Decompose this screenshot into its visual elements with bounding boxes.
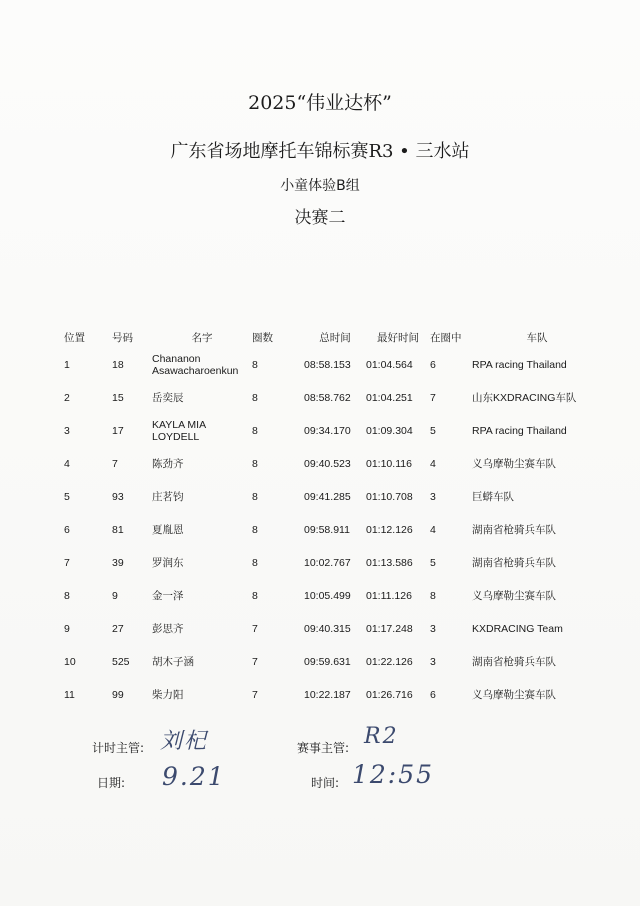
cell-team: 山东KXDRACING车队 [472, 392, 577, 404]
race-director-signature: R2 [364, 724, 399, 749]
cell-in-lap: 3 [430, 490, 436, 503]
col-header-laps: 圈数 [252, 331, 273, 344]
cell-team: 巨蟒车队 [472, 491, 514, 503]
race-director-label: 赛事主管: [297, 741, 350, 755]
col-header-total-time: 总时间 [319, 331, 351, 344]
cell-name [152, 513, 252, 546]
cell-in-lap: 7 [430, 391, 436, 404]
cell-number: 99 [112, 688, 124, 701]
table-header-row [52, 326, 602, 348]
col-header-team: 车队 [526, 331, 548, 344]
cell-total-time: 08:58.153 [304, 358, 351, 371]
cell-laps: 8 [252, 556, 258, 569]
cell-in-lap: 4 [430, 457, 436, 470]
cell-position: 4 [64, 457, 70, 470]
category-label: 小童体验B组 [280, 178, 360, 194]
cell-name [152, 612, 252, 645]
cell-name-line1: 柴力阳 [152, 688, 184, 701]
cell-in-lap: 6 [430, 688, 436, 701]
table-row [52, 645, 602, 678]
cell-best-time: 01:10.708 [366, 490, 413, 503]
col-header-position: 位置 [64, 331, 85, 344]
col-header-number: 号码 [112, 331, 133, 344]
cell-name [152, 678, 252, 711]
cell-best-time: 01:11.126 [366, 589, 412, 602]
cell-name-line1: 金一泽 [152, 589, 184, 602]
date-value: 9.21 [162, 762, 226, 791]
cell-position: 2 [64, 391, 70, 404]
cell-team: 义乌摩勒尘赛车队 [472, 689, 556, 701]
table-row [52, 381, 602, 414]
cell-name [152, 447, 252, 480]
cell-name-line1: KAYLA MIA [152, 418, 207, 431]
results-table [52, 326, 602, 711]
cell-position: 11 [64, 688, 75, 701]
table-row [52, 678, 602, 711]
cell-number: 17 [112, 424, 124, 437]
cell-best-time: 01:17.248 [366, 622, 413, 635]
cell-laps: 8 [252, 391, 258, 404]
cell-best-time: 01:12.126 [366, 523, 413, 536]
col-header-name: 名字 [191, 331, 213, 344]
cell-number: 93 [112, 490, 124, 503]
cell-number: 525 [112, 655, 130, 668]
cell-name-line1: 夏胤恩 [152, 523, 184, 536]
cell-team: 湖南省枪骑兵车队 [472, 557, 556, 569]
cell-number: 7 [112, 457, 118, 470]
cell-name-line1: 罗润东 [152, 556, 184, 569]
timing-supervisor-signature: 刘杞 [160, 729, 209, 754]
cell-laps: 8 [252, 358, 258, 371]
cell-laps: 7 [252, 622, 258, 635]
cell-total-time: 10:02.767 [304, 556, 351, 569]
cell-name-line1: 庄茗钧 [152, 490, 184, 503]
cell-number: 18 [112, 358, 124, 371]
table-row [52, 546, 602, 579]
cell-number: 9 [112, 589, 118, 602]
cell-laps: 8 [252, 523, 258, 536]
timing-supervisor-label: 计时主管: [92, 741, 145, 755]
cell-laps: 7 [252, 688, 258, 701]
cell-best-time: 01:26.716 [366, 688, 413, 701]
cell-team: 义乌摩勒尘赛车队 [472, 590, 556, 602]
cell-position: 10 [64, 655, 76, 668]
cell-team: RPA racing Thailand [472, 424, 567, 437]
cell-in-lap: 3 [430, 655, 436, 668]
cell-name [152, 348, 252, 381]
col-header-best-time: 最好时间 [377, 331, 419, 344]
cell-best-time: 01:10.116 [366, 457, 412, 470]
table-row [52, 480, 602, 513]
date-label: 日期: [97, 776, 126, 790]
cell-name [152, 381, 252, 414]
table-row [52, 447, 602, 480]
cell-best-time: 01:13.586 [366, 556, 413, 569]
cell-laps: 8 [252, 424, 258, 437]
cell-team: 湖南省枪骑兵车队 [472, 524, 556, 536]
cell-laps: 7 [252, 655, 258, 668]
cell-position: 7 [64, 556, 70, 569]
cell-name [152, 546, 252, 579]
table-row [52, 612, 602, 645]
cell-laps: 8 [252, 457, 258, 470]
cell-name-line1: 胡木子涵 [152, 655, 194, 668]
cell-laps: 8 [252, 589, 258, 602]
cell-total-time: 09:34.170 [304, 424, 351, 437]
table-row [52, 579, 602, 612]
cell-total-time: 09:40.523 [304, 457, 351, 470]
cell-in-lap: 3 [430, 622, 436, 635]
cell-team: RPA racing Thailand [472, 358, 567, 371]
table-row [52, 348, 602, 381]
cell-position: 3 [64, 424, 70, 437]
cell-position: 5 [64, 490, 70, 503]
cell-name-line2: Asawacharoenkun [152, 364, 239, 377]
col-header-in-lap: 在圈中 [430, 331, 462, 344]
document-title: 2025“伟业达杯” [248, 92, 392, 114]
cell-in-lap: 4 [430, 523, 436, 536]
cell-name [152, 579, 252, 612]
cell-name-line1: 岳奕辰 [152, 391, 184, 404]
cell-name-line2: LOYDELL [152, 430, 200, 443]
cell-number: 15 [112, 391, 124, 404]
event-title: 广东省场地摩托车锦标赛R3 • 三水站 [170, 141, 470, 162]
cell-in-lap: 8 [430, 589, 436, 602]
cell-total-time: 09:58.911 [304, 523, 350, 536]
cell-position: 6 [64, 523, 70, 536]
cell-team: KXDRACING Team [472, 622, 563, 635]
cell-name-line1: 陈劲齐 [152, 457, 184, 470]
cell-total-time: 10:22.187 [304, 688, 351, 701]
cell-total-time: 10:05.499 [304, 589, 351, 602]
cell-laps: 8 [252, 490, 258, 503]
cell-in-lap: 5 [430, 556, 436, 569]
time-value: 12:55 [352, 760, 435, 789]
cell-best-time: 01:04.251 [366, 391, 413, 404]
cell-name [152, 414, 252, 447]
cell-position: 1 [64, 358, 70, 371]
time-label: 时间: [311, 776, 340, 790]
cell-team: 湖南省枪骑兵车队 [472, 656, 556, 668]
cell-name-line1: 彭思齐 [152, 622, 184, 635]
cell-best-time: 01:22.126 [366, 655, 413, 668]
cell-number: 39 [112, 556, 124, 569]
results-body [52, 348, 602, 711]
cell-total-time: 08:58.762 [304, 391, 351, 404]
cell-in-lap: 6 [430, 358, 436, 371]
table-row [52, 414, 602, 447]
cell-best-time: 01:09.304 [366, 424, 413, 437]
cell-position: 9 [64, 622, 70, 635]
cell-name-line1: Chananon [152, 352, 201, 365]
cell-name [152, 480, 252, 513]
cell-total-time: 09:40.315 [304, 622, 351, 635]
cell-name [152, 645, 252, 678]
cell-total-time: 09:41.285 [304, 490, 351, 503]
cell-position: 8 [64, 589, 70, 602]
cell-number: 81 [112, 523, 124, 536]
cell-number: 27 [112, 622, 124, 635]
cell-in-lap: 5 [430, 424, 436, 437]
cell-best-time: 01:04.564 [366, 358, 413, 371]
cell-team: 义乌摩勒尘赛车队 [472, 458, 556, 470]
round-label: 决赛二 [294, 208, 346, 228]
table-row [52, 513, 602, 546]
cell-total-time: 09:59.631 [304, 655, 351, 668]
